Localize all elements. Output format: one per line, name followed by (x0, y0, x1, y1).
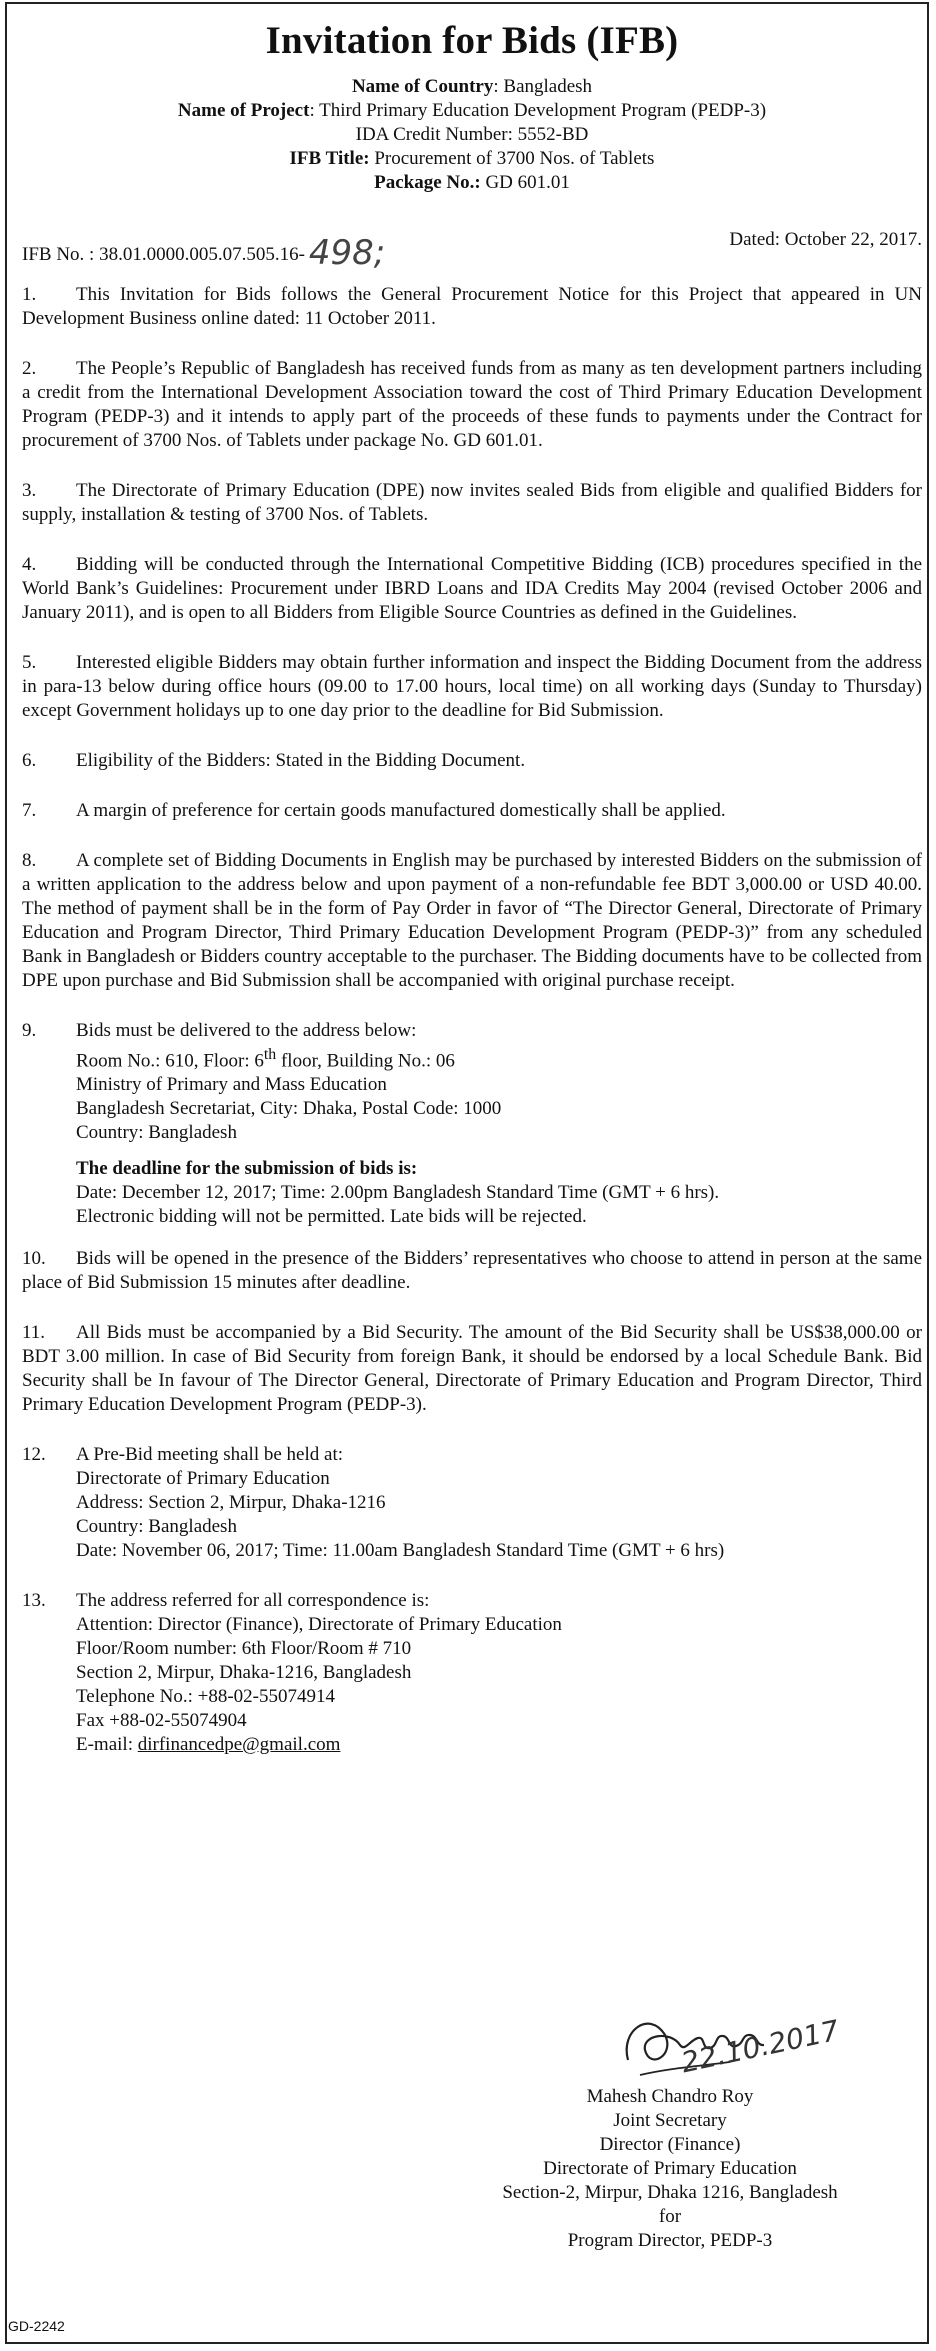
deadline-heading: The deadline for the submission of bids is: (76, 1158, 418, 1180)
ifb-number-row (22, 221, 922, 273)
paragraph-9: 9. Bids must be delivered to the address below: Room No.: 610, Floor: 6th floor, Building No.: 06 Ministry of Primary and Mass Education Bangladesh Secretariat, City: Dhaka, Postal Code: 1000 Country: Bangladesh The deadline for the submission of bids is: Date: December 12, 2017; Time: 2.00pm Bangladesh Standard Time (GMT + 6 hrs). Electronic bidding will not be permitted. Late bids will be rejected. (22, 1019, 922, 1229)
signatory: Mahesh Chandro Roy Joint Secretary Director (Finance) Directorate of Primary Education Section-2, Mirpur, Dhaka 1216, Bangladesh for Program Director, PEDP-3 (440, 2085, 900, 2253)
ifb-title-line: IFB Title: Procurement of 3700 Nos. of Tablets (289, 148, 655, 169)
paragraph-3: 3. The Directorate of Primary Education (DPE) now invites sealed Bids from eligible and qualified Bidders for supply, installation & testing of 3700 Nos. of Tablets. (22, 480, 922, 525)
signatory-name: Mahesh Chandro Roy (586, 2086, 754, 2107)
paragraph-13: 13. The address referred for all correspondence is: Attention: Director (Finance), Directorate of Primary Education Floor/Room number: 6th Floor/Room # 710 Section 2, Mirpur, Dhaka-1216, Bangladesh Telephone No.: +88-02-55074914 Fax +88-02-55074904 E-mail: dirfinancedpe@gmail.com (22, 1589, 922, 1757)
project-line: Name of Project: Third Primary Education Development Program (PEDP-3) (177, 100, 767, 121)
paragraph-7: 7. A margin of preference for certain goods manufactured domestically shall be applied. (22, 800, 726, 821)
telephone: Telephone No.: +88-02-55074914 (76, 1686, 335, 1708)
paragraph-2: 2. The People’s Republic of Bangladesh has received funds from as many as ten development partners including a credit from the International Development Association toward the cost of Third Primary Education Development Program (PEDP-3) and it intends to apply part of the proceeds of these funds to payments under the Contract for procurement of 3700 Nos. of Tablets under package No. GD 601.01. (22, 358, 922, 451)
paragraph-8: 8. A complete set of Bidding Documents in English may be purchased by interested Bidders on the submission of a written application to the address below and upon payment of a non-refundable fee BDT 3,000.00 or USD 40.00. The method of payment shall be in the form of Pay Order in favor of “The Director General, Directorate of Primary Education and Program Director, Third Primary Education Development Program (PEDP-3)” from any scheduled Bank in Bangladesh or Bidders country acceptable to the purchaser. The Bidding documents have to be collected from DPE upon purchase and Bid Submission shall be accompanied with original purchase receipt. (22, 850, 922, 991)
fax: Fax +88-02-55074904 (76, 1710, 247, 1732)
ifb-number: IFB No. : 38.01.0000.005.07.505.16- 498; (22, 233, 386, 273)
ifb-header (22, 75, 922, 195)
email-link[interactable]: dirfinancedpe@gmail.com (137, 1734, 341, 1756)
footer-code: GD-2242 (8, 2318, 65, 2334)
paragraph-5: 5. Interested eligible Bidders may obtain further information and inspect the Bidding Document from the address in para-13 below during office hours (09.00 to 17.00 hours, local time) on all working days (Sunday to Thursday) except Government holidays up to one day prior to the deadline for Bid Submission. (22, 652, 922, 721)
paragraph-4: 4. Bidding will be conducted through the International Competitive Bidding (ICB) procedures specified in the World Bank’s Guidelines: Procurement under IBRD Loans and IDA Credits May 2004 (revised October 2006 and January 2011), and is open to all Bidders from Eligible Source Countries as defined in the Guidelines. (22, 554, 922, 623)
paragraph-11: 11. All Bids must be accompanied by a Bid Security. The amount of the Bid Security shall be US$38,000.00 or BDT 3.00 million. In case of Bid Security from foreign Bank, it should be endorsed by a local Schedule Bank. Bid Security shall be In favour of The Director General, Directorate of Primary Education and Program Director, Third Primary Education Development Program (PEDP-3). (22, 1322, 922, 1416)
deadline-date: Date: December 12, 2017; Time: 2.00pm Bangladesh Standard Time (GMT + 6 hrs). (76, 1182, 720, 1204)
paragraph-1: 1. This Invitation for Bids follows the General Procurement Notice for this Project that appeared in UN Development Business online dated: 11 October 2011. (22, 284, 922, 329)
paragraph-10: 10. Bids will be opened in the presence of the Bidders’ representatives who choose to attend in person at the same place of Bid Submission 15 minutes after deadline. (22, 1248, 922, 1294)
package-line: Package No.: GD 601.01 (374, 172, 570, 193)
paragraph-6: 6. Eligibility of the Bidders: Stated in the Bidding Document. (22, 750, 526, 771)
document (22, 18, 922, 1757)
handwritten-signature-date: 22.10.2017 (678, 2013, 843, 2080)
pre-bid-date: Date: November 06, 2017; Time: 11.00am Bangladesh Standard Time (GMT + 6 hrs) (76, 1540, 725, 1562)
paragraph-12: 12. A Pre-Bid meeting shall be held at: Directorate of Primary Education Address: Section 2, Mirpur, Dhaka-1216 Country: Bangladesh Date: November 06, 2017; Time: 11.00am Bangladesh Standard Time (GMT + 6 hrs) (22, 1443, 922, 1563)
handwritten-number: 498; (308, 233, 386, 273)
document-title: Invitation for Bids (IFB) (265, 19, 679, 62)
credit-line: IDA Credit Number: 5552-BD (355, 124, 589, 145)
email-row: E-mail: dirfinancedpe@gmail.com (76, 1734, 341, 1756)
ifb-date: Dated: October 22, 2017. (729, 229, 922, 250)
delivery-room: Room No.: 610, Floor: 6th floor, Building No.: 06 (76, 1046, 455, 1072)
country-line: Name of Country: Bangladesh (351, 76, 593, 97)
